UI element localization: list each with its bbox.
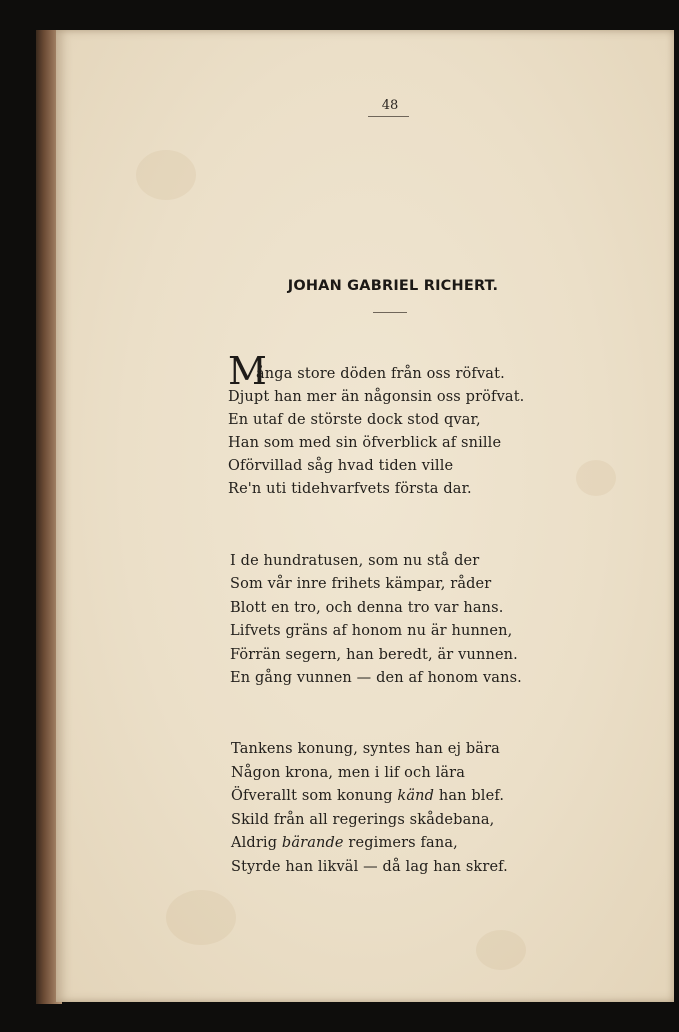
poem-line: Förrän segern, han beredt, är vunnen. bbox=[230, 647, 518, 663]
poem-line: ånga store döden från oss röfvat. bbox=[256, 366, 505, 382]
paper-stain bbox=[476, 930, 526, 970]
poem-heading: JOHAN GABRIEL RICHERT. bbox=[287, 278, 499, 294]
paper-stain bbox=[576, 460, 616, 496]
poem-line: Lifvets gräns af honom nu är hunnen, bbox=[230, 623, 513, 639]
poem-line: Han som med sin öfverblick af snille bbox=[228, 435, 502, 451]
paper-stain bbox=[136, 150, 196, 200]
poem-line: Oförvillad såg hvad tiden ville bbox=[228, 458, 454, 474]
poem-emphasis: känd bbox=[397, 788, 435, 804]
poem-line: Blott en tro, och denna tro var hans. bbox=[230, 600, 504, 616]
poem-line: Tankens konung, syntes han ej bära bbox=[231, 741, 500, 757]
poem-text: Öfverallt som konung bbox=[231, 788, 398, 804]
poem-line: Djupt han mer än någonsin oss pröfvat. bbox=[228, 389, 525, 405]
poem-line: I de hundratusen, som nu stå der bbox=[230, 553, 480, 569]
page-number: 48 bbox=[381, 98, 399, 113]
poem-line: Som vår inre frihets kämpar, råder bbox=[230, 576, 492, 592]
heading-rule bbox=[373, 312, 407, 313]
poem-line bbox=[231, 788, 504, 804]
poem-text: Aldrig bbox=[231, 835, 282, 851]
poem-line bbox=[231, 835, 458, 851]
poem-text: regimers fana, bbox=[343, 835, 458, 851]
poem-line: En gång vunnen — den af honom vans. bbox=[230, 670, 522, 686]
poem-line: Skild från all regerings skådebana, bbox=[231, 812, 495, 828]
paper-stain bbox=[166, 890, 236, 945]
book-page bbox=[56, 30, 674, 1002]
poem-emphasis: bärande bbox=[281, 835, 344, 851]
poem-text: han blef. bbox=[434, 788, 505, 804]
poem-line: Styrde han likväl — då lag han skref. bbox=[231, 859, 508, 875]
drop-cap: M bbox=[228, 349, 267, 393]
poem-line: Re'n uti tidehvarfvets första dar. bbox=[228, 481, 472, 497]
poem-line: Någon krona, men i lif och lära bbox=[231, 765, 466, 781]
poem-line: En utaf de störste dock stod qvar, bbox=[228, 412, 481, 428]
page-number-rule bbox=[368, 116, 409, 117]
